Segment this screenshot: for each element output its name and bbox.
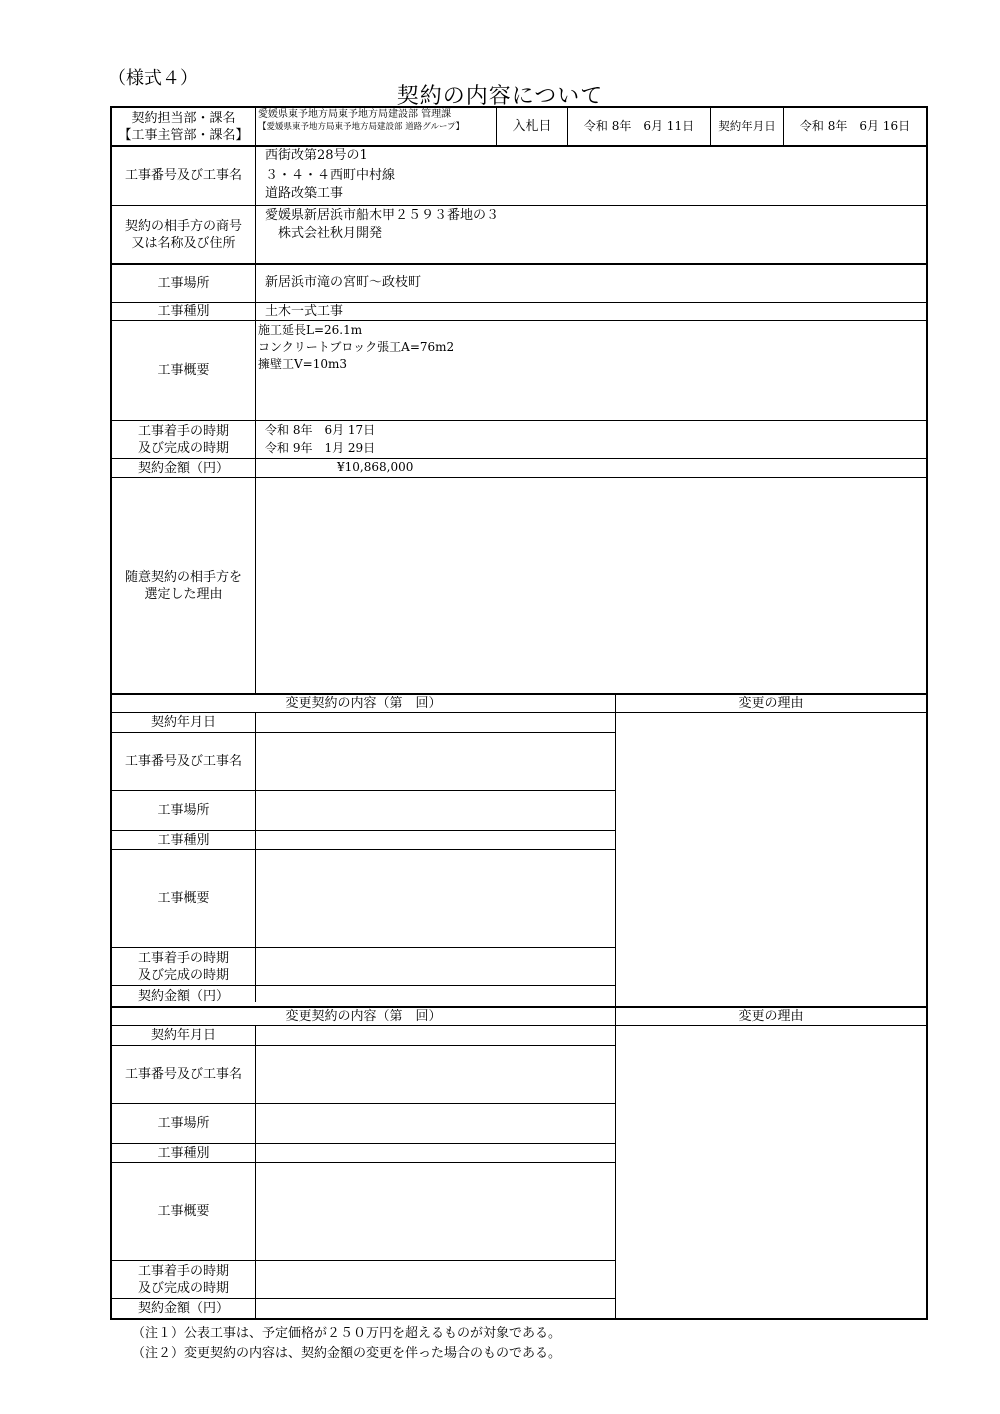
party-label	[112, 206, 255, 263]
dept-label-line2: 【工事主管部・課名】	[118, 127, 249, 143]
type-label: 工事種別	[157, 304, 210, 319]
party-name: 株式会社秋月開発	[265, 226, 383, 241]
period-label-line1: 工事着手の時期	[137, 423, 229, 439]
col-divider	[255, 108, 256, 693]
col-divider	[255, 1025, 256, 1318]
work-no-line: 西街改第28号の1	[265, 148, 368, 163]
period-label-line2: 及び完成の時期	[137, 440, 229, 456]
change-work-no-label: 工事番号及び工事名	[124, 754, 242, 769]
summary-line: 擁壁工V=10m3	[258, 357, 348, 371]
period-end: 令和 9年 1月 29日	[265, 441, 376, 455]
change-type-label: 工事種別	[157, 1145, 210, 1161]
change-summary-label: 工事概要	[157, 1204, 210, 1219]
work-no-label: 工事番号及び工事名	[124, 168, 242, 183]
summary-line: コンクリートブロック張工A=76m2	[258, 340, 455, 354]
summary-line: 施工延長L=26.1m	[258, 323, 363, 337]
dept-value	[258, 108, 496, 145]
amount-label: 契約金額（円）	[137, 460, 229, 476]
reason-label	[112, 478, 255, 693]
change-period-label-line2: 及び完成の時期	[137, 967, 229, 983]
location-value: 新居浜市滝の宮町～政枝町	[265, 275, 422, 290]
footnote: （注２）変更契約の内容は、契約金額の変更を伴った場合のものである。	[132, 1346, 562, 1361]
reason-label-line1: 随意契約の相手方を	[124, 569, 242, 585]
party-label-line2: 又は名称及び住所	[131, 235, 236, 251]
change-period-label	[112, 948, 255, 985]
change-location-label: 工事場所	[157, 1116, 210, 1131]
party-label-line1: 契約の相手方の商号	[124, 218, 242, 234]
footnote: （注１）公表工事は、予定価格が２５０万円を超えるものが対象である。	[132, 1326, 562, 1341]
contract-date-value: 令和 8年 6月 16日	[799, 119, 911, 133]
change-period-label-line1: 工事着手の時期	[137, 950, 229, 966]
period-start: 令和 8年 6月 17日	[265, 423, 376, 437]
party-address: 愛媛県新居浜市船木甲２５９３番地の３	[265, 208, 500, 223]
col-divider	[615, 693, 616, 1006]
change-heading: 変更契約の内容（第 回）	[285, 696, 442, 711]
bid-date-label: 入札日	[512, 119, 552, 134]
summary-label: 工事概要	[157, 363, 210, 378]
change-type-label: 工事種別	[157, 832, 210, 848]
col-divider	[615, 1006, 616, 1318]
change-work-no-label: 工事番号及び工事名	[124, 1067, 242, 1082]
col-divider	[255, 712, 256, 1002]
reason-label-line2: 選定した理由	[144, 586, 223, 602]
change-period-label	[112, 1261, 255, 1298]
change-contract-date-label: 契約年月日	[150, 1028, 216, 1043]
dept-label	[112, 108, 255, 145]
change-location-label: 工事場所	[157, 803, 210, 818]
change-contract-date-label: 契約年月日	[150, 715, 216, 730]
period-label	[112, 421, 255, 458]
work-no-line: ３・４・４西町中村線	[265, 168, 396, 183]
change-reason-heading: 変更の理由	[738, 696, 804, 711]
dept-value-line2: 【愛媛県東予地方局東予地方局建設部 道路グループ】	[258, 122, 465, 132]
work-no-line: 道路改築工事	[265, 186, 344, 201]
bid-date-value: 令和 8年 6月 11日	[583, 119, 695, 133]
change-period-label-line2: 及び完成の時期	[137, 1280, 229, 1296]
type-value: 土木一式工事	[265, 304, 344, 319]
change-reason-heading: 変更の理由	[738, 1009, 804, 1024]
page-title: 契約の内容について	[396, 84, 604, 109]
contract-date-label: 契約年月日	[718, 119, 776, 133]
change-period-label-line1: 工事着手の時期	[137, 1263, 229, 1279]
dept-label-line1: 契約担当部・課名	[131, 110, 236, 126]
contract-table	[110, 106, 928, 1320]
dept-value-line1: 愛媛県東予地方局東予地方局建設部 管理課	[258, 109, 452, 120]
change-amount-label: 契約金額（円）	[137, 988, 229, 1004]
location-label: 工事場所	[157, 276, 210, 291]
change-summary-label: 工事概要	[157, 891, 210, 906]
amount-value: ¥10,868,000	[337, 460, 414, 474]
form-number: （様式４）	[108, 68, 198, 89]
change-amount-label: 契約金額（円）	[137, 1301, 229, 1316]
change-heading: 変更契約の内容（第 回）	[285, 1009, 442, 1024]
